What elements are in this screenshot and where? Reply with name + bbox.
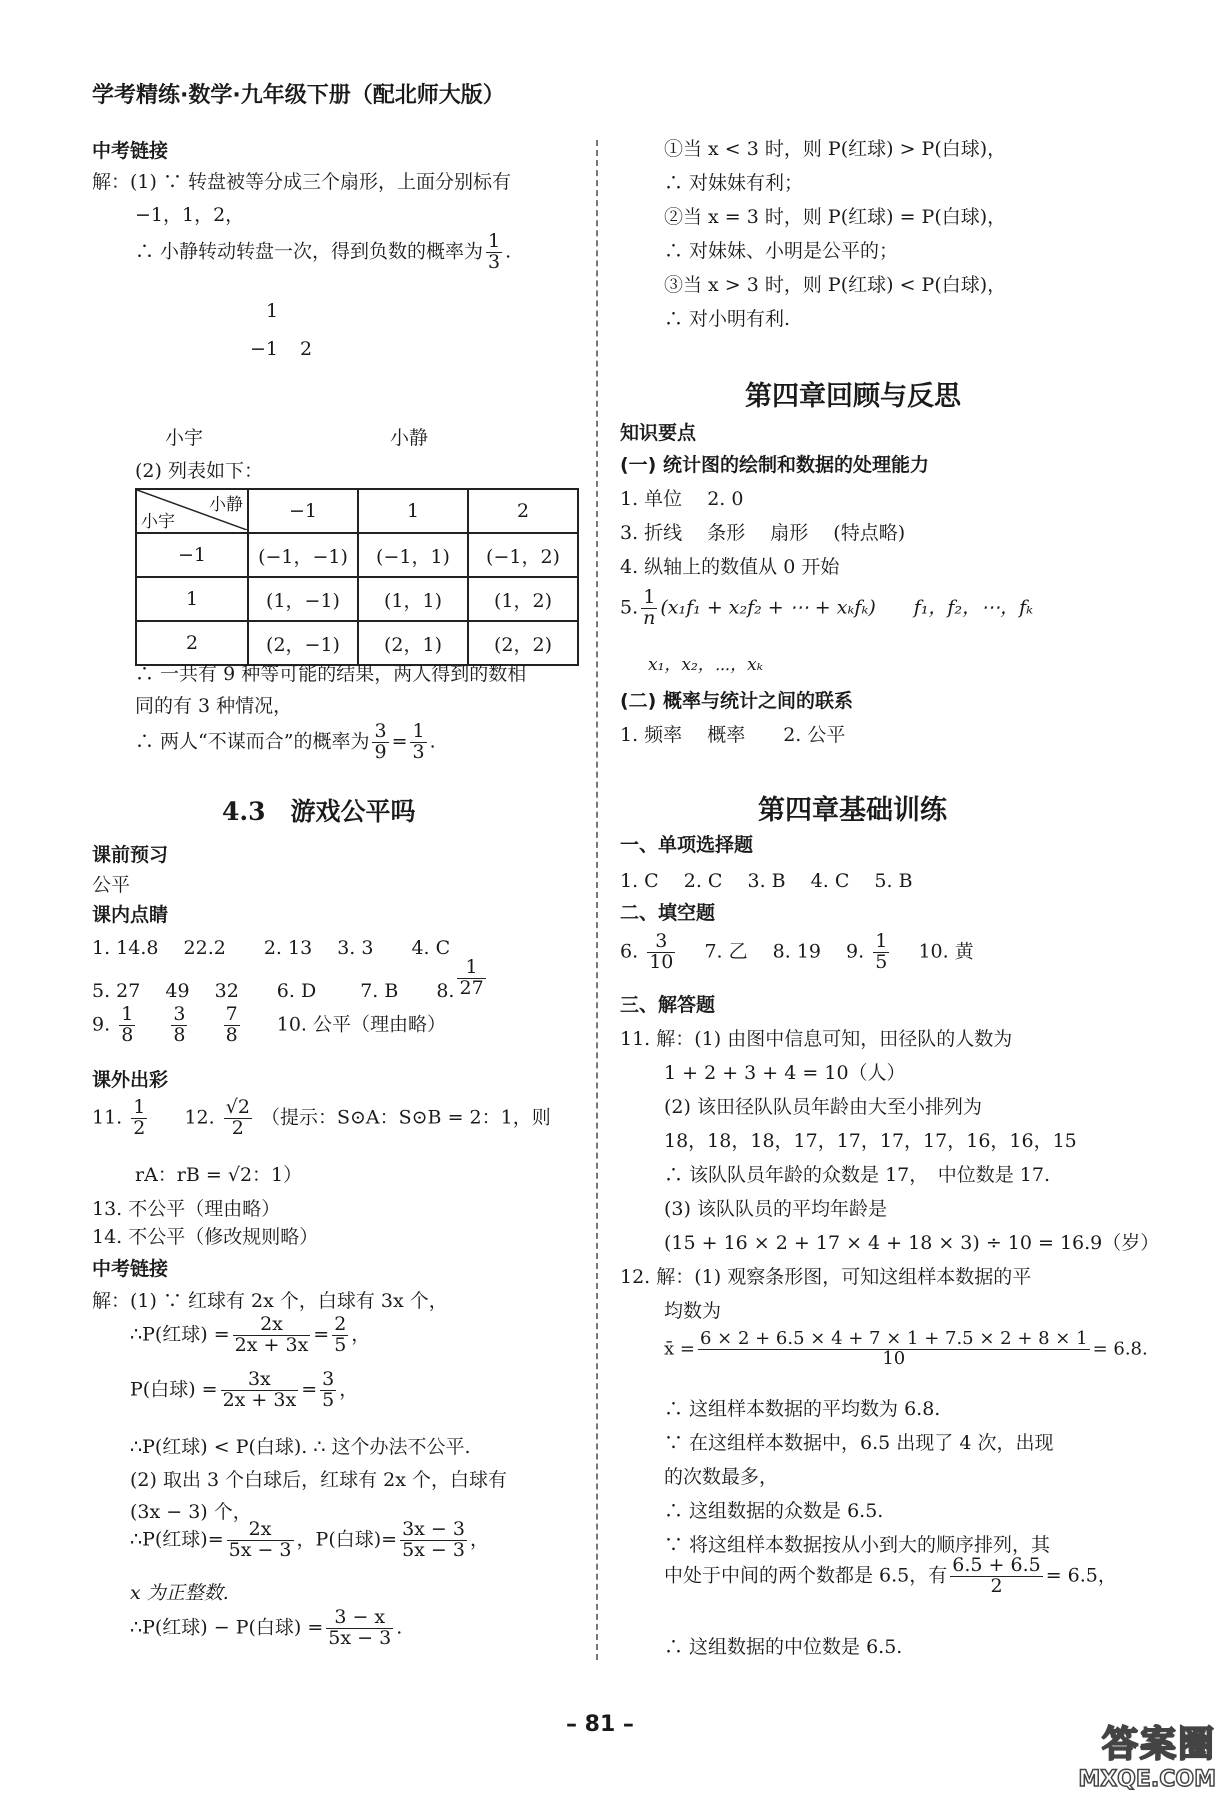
text-line: 解：(1) ∵ 转盘被等分成三个扇形，上面分别标有 <box>92 171 511 193</box>
table-col-header: 1 <box>358 489 468 533</box>
text-line: ∴ 该队队员年龄的众数是 17， 中位数是 17. <box>664 1164 1051 1186</box>
section-heading: (一) 统计图的绘制和数据的处理能力 <box>620 454 929 476</box>
table-row <box>136 533 578 577</box>
answer-row: 13. 不公平（理由略） <box>92 1198 281 1220</box>
answer-row: 1. C 2. C 3. B 4. C 5. B <box>620 870 913 892</box>
answer-row: 9. $\frac{1}{8}$ $\frac{3}{8}$ $\frac{7}{8}$ 10. 公平（理由略） <box>92 1003 447 1046</box>
corner-left-label: 小宇 <box>141 512 175 532</box>
answer-row: 4. 纵轴上的数值从 0 开始 <box>620 556 840 578</box>
text-line: 的次数最多， <box>664 1466 779 1488</box>
text-line: ∵ 在这组样本数据中，6.5 出现了 4 次，出现 <box>664 1432 1054 1454</box>
outcome-table <box>135 488 579 666</box>
section-heading: 课内点睛 <box>92 904 169 926</box>
text-line: ③当 x > 3 时，则 P(红球) < P(白球)， <box>664 274 1007 296</box>
text-line: (3) 该队队员的平均年龄是 <box>664 1198 887 1220</box>
text-line: 解：(1) ∵ 红球有 2x 个，白球有 3x 个， <box>92 1290 448 1312</box>
text-line: ∴P(红球) < P(白球). ∴ 这个办法不公平. <box>130 1436 471 1458</box>
text-line: ∴ 对妹妹、小明是公平的； <box>664 240 899 262</box>
formula-line: ∴P(红球)= $\frac{2x}{5x - 3}$ ，P(白球)= $\frac{3x - 3}{5x - 3}$ ， <box>130 1518 489 1561</box>
answer-row: 14. 不公平（修改规则略） <box>92 1226 319 1248</box>
table-cell: (2，2) <box>468 621 578 665</box>
text-line: (2) 列表如下： <box>135 460 263 482</box>
page-number: – 81 – <box>566 1712 634 1737</box>
watermark-title: 答案圈 <box>1101 1724 1216 1765</box>
text-line: (2) 取出 3 个白球后，红球有 2x 个，白球有 <box>130 1469 508 1491</box>
corner-top-label: 小静 <box>209 495 243 515</box>
formula-line: x̄ = $\frac{6 \times 2 + 6.5 \times 4 + 7 \times 1 + 7.5 \times 2 + 8 \times 1}{10}$ = 6.8. <box>664 1328 1148 1369</box>
text-line: 12. 解：(1) 观察条形图，可知这组样本数据的平 <box>620 1266 1032 1288</box>
table-cell: (1，2) <box>468 577 578 621</box>
text-line: ∴ 一共有 9 种等可能的结果，两人得到的数相 <box>135 663 527 685</box>
chapter-title: 第四章基础训练 <box>758 795 947 826</box>
text-line: 公平 <box>92 874 131 896</box>
section-heading: 中考链接 <box>92 140 169 162</box>
spinner-number: 1 <box>266 300 279 322</box>
section-heading: 知识要点 <box>620 422 697 444</box>
text-line: ∴ 这组数据的众数是 6.5. <box>664 1500 884 1522</box>
section-heading: 中考链接 <box>92 1258 169 1280</box>
text-line: (2) 该田径队队员年龄由大至小排列为 <box>664 1096 982 1118</box>
section-title: 4.3 游戏公平吗 <box>222 797 416 826</box>
table-cell: (2，1) <box>358 621 468 665</box>
table-cell: (2，−1) <box>248 621 358 665</box>
text-line: 同的有 3 种情况， <box>135 695 293 717</box>
text-line: ∴ 对妹妹有利； <box>664 172 804 194</box>
text-line: rA：rB = √2：1） <box>135 1164 303 1186</box>
answer-row: 11. $\frac{1}{2}$ 12. $\frac{√2}{2}$ （提示：S⊙A：S⊙B = 2：1，则 <box>92 1096 551 1139</box>
watermark-logo <box>1048 1716 1218 1792</box>
text-line: 18，18，18，17，17，17，17，16，16，15 <box>664 1130 1077 1152</box>
table-cell: (−1，1) <box>358 533 468 577</box>
table-cell: (1，−1) <box>248 577 358 621</box>
table-col-header: −1 <box>248 489 358 533</box>
text-line: ①当 x < 3 时，则 P(红球) > P(白球)， <box>664 138 1007 160</box>
answer-row: 6. $\frac{3}{10}$ 7. 乙 8. 19 9. $\frac{1}{5}$ 10. 黄 <box>620 930 974 973</box>
section-heading: 二、填空题 <box>620 902 716 924</box>
text-line: ∴ 这组数据的中位数是 6.5. <box>664 1636 903 1658</box>
section-heading: (二) 概率与统计之间的联系 <box>620 690 853 712</box>
spinner-number: −1 <box>250 338 279 360</box>
section-heading: 课外出彩 <box>92 1069 169 1091</box>
answer-row: 1. 单位 2. 0 <box>620 488 744 510</box>
answer-row: 5. $\frac{1}{n}$ (x₁f₁ + x₂f₂ + ⋯ + xₖfₖ) f₁，f₂，⋯，fₖ <box>620 586 1034 629</box>
text-line: ∴ 这组样本数据的平均数为 6.8. <box>664 1398 941 1420</box>
formula-line: ∴P(红球) − P(白球) = $\frac{3 - x}{5x - 3}$ . <box>130 1606 403 1649</box>
text-line: 11. 解：(1) 由图中信息可知，田径队的人数为 <box>620 1028 1013 1050</box>
spinner-number: 2 <box>300 338 313 360</box>
table-cell: (1，1) <box>358 577 468 621</box>
table-row-header: −1 <box>136 533 248 577</box>
column-divider <box>596 140 598 1660</box>
table-corner-cell <box>136 489 248 533</box>
spinner-label: 小宇 <box>165 427 204 449</box>
text-line: ∴ 两人“不谋而合”的概率为 $\frac{3}{9}$ = $\frac{1}{3}$ . <box>135 720 436 763</box>
text-line: (3x − 3) 个， <box>130 1501 252 1523</box>
table-cell: (−1，2) <box>468 533 578 577</box>
section-heading: 三、解答题 <box>620 994 716 1016</box>
text-line: (15 + 16 × 2 + 17 × 4 + 18 × 3) ÷ 10 = 16.9（岁） <box>664 1232 1160 1254</box>
answer-row: 1. 频率 概率 2. 公平 <box>620 724 846 746</box>
table-header-row <box>136 489 578 533</box>
text-line: ②当 x = 3 时，则 P(红球) = P(白球)， <box>664 206 1007 228</box>
watermark-url: MXQE.COM <box>1078 1767 1216 1792</box>
table-row-header: 1 <box>136 577 248 621</box>
spinner-label: 小静 <box>390 427 429 449</box>
section-heading: 一、单项选择题 <box>620 834 754 856</box>
formula-line: 中处于中间的两个数都是 6.5，有 $\frac{6.5 + 6.5}{2}$ = 6.5， <box>664 1554 1117 1597</box>
text-line: ∵ 将这组样本数据按从小到大的顺序排列，其 <box>664 1534 1051 1556</box>
text-line: −1，1，2， <box>135 204 245 226</box>
formula-line: P(白球) = $\frac{3x}{2x + 3x}$ = $\frac{3}{5}$ ， <box>130 1368 359 1411</box>
text-line: 1 + 2 + 3 + 4 = 10（人） <box>664 1062 906 1084</box>
book-header: 学考精练·数学·九年级下册（配北师大版） <box>92 83 505 108</box>
table-row-header: 2 <box>136 621 248 665</box>
text-line: x 为正整数. <box>130 1582 229 1604</box>
chapter-title: 第四章回顾与反思 <box>745 381 961 412</box>
text-line: ∴ 对小明有利. <box>664 308 791 330</box>
table-row <box>136 577 578 621</box>
table-col-header: 2 <box>468 489 578 533</box>
answer-row: 1. 14.8 22.2 2. 13 3. 3 4. C <box>92 937 451 959</box>
table-cell: (−1，−1) <box>248 533 358 577</box>
text-line: ∴ 小静转动转盘一次，得到负数的概率为 $\frac{1}{3}$ . <box>135 230 512 273</box>
answer-row: 3. 折线 条形 扇形 (特点略) <box>620 522 906 544</box>
text-line: x₁，x₂，⋯，xₖ <box>648 655 763 675</box>
answer-row: 5. 27 49 32 6. D 7. B 8. $\frac{1}{27}$ <box>92 956 484 1002</box>
formula-line: ∴P(红球) = $\frac{2x}{2x + 3x}$ = $\frac{2}{5}$ ， <box>130 1313 371 1356</box>
text-line: 均数为 <box>664 1300 722 1322</box>
section-heading: 课前预习 <box>92 844 169 866</box>
